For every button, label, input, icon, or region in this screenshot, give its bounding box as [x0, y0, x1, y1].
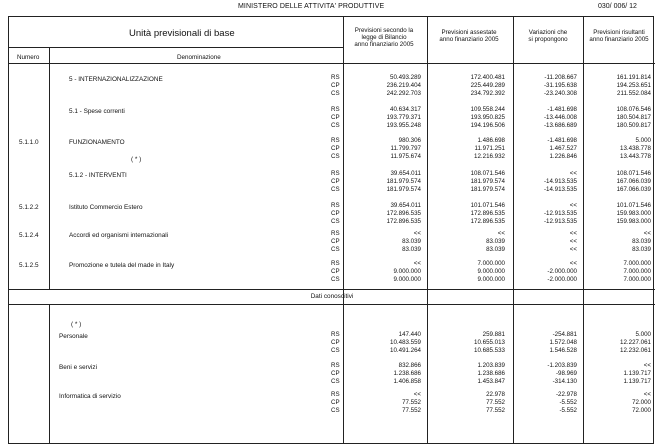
value-cell: 10.685.533 [474, 347, 505, 354]
value-cell: 5.000 [635, 331, 651, 338]
value-cell: 1.238.686 [477, 370, 505, 377]
value-cell: -1.481.698 [547, 106, 577, 113]
value-cell: -254.881 [552, 331, 577, 338]
value-cell: 193.955.248 [386, 122, 421, 129]
value-cell: 83.039 [632, 246, 651, 253]
value-cell: 11.971.251 [474, 145, 505, 152]
col-variazioni-header: Variazioni che si propongono [528, 29, 568, 43]
value-cell: -5.552 [559, 407, 577, 414]
value-cell: 1.226.846 [549, 153, 577, 160]
row-type-cs: CS [331, 153, 340, 160]
row-type-rs: RS [331, 362, 340, 369]
row-label: Promozione e tutela del made in Italy [69, 262, 175, 269]
row-code: 5.1.2.4 [19, 232, 39, 239]
value-cell: 9.000.000 [393, 276, 421, 283]
value-cell: << [569, 260, 577, 267]
header-title: MINISTERO DELLE ATTIVITA' PRODUTTIVE [238, 3, 385, 10]
row-type-cs: CS [331, 186, 340, 193]
value-cell: 12.227.061 [620, 339, 651, 346]
value-cell: << [413, 230, 421, 237]
value-cell: 242.292.703 [386, 90, 421, 97]
row-type-cs: CS [331, 90, 340, 97]
value-cell: 194.196.506 [470, 122, 505, 129]
col-numero-header: Numero [17, 54, 40, 61]
col-risultanti-header: Previsioni risultanti anno finanziario 2005 [589, 29, 649, 43]
value-cell: 12.216.932 [474, 153, 505, 160]
row-type-cs: CS [331, 407, 340, 414]
value-cell: 180.509.817 [616, 122, 651, 129]
value-cell: -314.130 [552, 378, 577, 385]
value-cell: << [569, 202, 577, 209]
value-cell: 7.000.000 [623, 260, 651, 267]
row-label: Accordi ed organismi internazionali [69, 232, 169, 239]
row-type-cp: CP [331, 114, 340, 121]
value-cell: 172.896.535 [386, 210, 421, 217]
divider [49, 304, 50, 444]
row-label: Beni e servizi [59, 364, 98, 371]
value-cell: 236.219.404 [386, 82, 421, 89]
value-cell: 172.896.535 [386, 218, 421, 225]
row-type-rs: RS [331, 260, 340, 267]
value-cell: << [569, 230, 577, 237]
value-cell: 7.000.000 [477, 260, 505, 267]
value-cell: -14.913.535 [543, 186, 577, 193]
row-type-cs: CS [331, 276, 340, 283]
value-cell: -12.913.535 [543, 218, 577, 225]
value-cell: 9.000.000 [477, 276, 505, 283]
row-type-cs: CS [331, 246, 340, 253]
row-type-cs: CS [331, 122, 340, 129]
value-cell: 1.139.717 [623, 378, 651, 385]
value-cell: 83.039 [486, 246, 505, 253]
budget-table [8, 16, 654, 444]
value-cell: 225.449.289 [470, 82, 505, 89]
row-type-cp: CP [331, 238, 340, 245]
value-cell: 11.975.674 [390, 153, 421, 160]
value-cell: 13.443.778 [620, 153, 651, 160]
value-cell: 1.139.717 [623, 370, 651, 377]
divider [9, 304, 655, 305]
value-cell: 1.467.527 [549, 145, 577, 152]
divider [9, 289, 655, 290]
value-cell: 72.000 [632, 407, 651, 414]
value-cell: 181.979.574 [386, 186, 421, 193]
value-cell: 234.792.392 [470, 90, 505, 97]
value-cell: 101.071.546 [616, 202, 651, 209]
row-type-rs: RS [331, 137, 340, 144]
value-cell: 9.000.000 [393, 268, 421, 275]
row-type-cp: CP [331, 210, 340, 217]
value-cell: 980.306 [398, 137, 421, 144]
row-label: Informatica di servizio [59, 393, 121, 400]
value-cell: 193.779.371 [386, 114, 421, 121]
value-cell: 172.896.535 [470, 218, 505, 225]
value-cell: 7.000.000 [623, 268, 651, 275]
value-cell: -13.686.689 [543, 122, 577, 129]
value-cell: << [643, 362, 651, 369]
value-cell: 39.654.011 [390, 170, 421, 177]
value-cell: 181.979.574 [470, 186, 505, 193]
row-type-cp: CP [331, 268, 340, 275]
value-cell: << [643, 391, 651, 398]
row-label: 5 - INTERNAZIONALIZZAZIONE [69, 76, 163, 83]
value-cell: 83.039 [486, 238, 505, 245]
value-cell: 11.799.797 [390, 145, 421, 152]
value-cell: -1.481.698 [547, 137, 577, 144]
value-cell: 1.572.048 [549, 339, 577, 346]
value-cell: 181.979.574 [470, 178, 505, 185]
value-cell: -1.203.839 [547, 362, 577, 369]
value-cell: 50.493.289 [390, 74, 421, 81]
value-cell: 167.066.039 [616, 178, 651, 185]
value-cell: << [569, 170, 577, 177]
row-type-rs: RS [331, 202, 340, 209]
row-type-cp: CP [331, 82, 340, 89]
value-cell: 832.866 [398, 362, 421, 369]
value-cell: 172.400.481 [470, 74, 505, 81]
row-type-cp: CP [331, 339, 340, 346]
value-cell: 109.558.244 [470, 106, 505, 113]
value-cell: 159.983.000 [616, 210, 651, 217]
row-type-rs: RS [331, 331, 340, 338]
value-cell: << [569, 246, 577, 253]
row-code: 5.1.1.0 [19, 139, 39, 146]
divider [9, 47, 343, 48]
value-cell: 1.406.858 [393, 378, 421, 385]
section-dati-conoscitivi: Dati conoscitivi [310, 293, 354, 300]
row-type-cs: CS [331, 218, 340, 225]
value-cell: 72.000 [632, 399, 651, 406]
value-cell: -23.240.308 [543, 90, 577, 97]
value-cell: 108.071.546 [616, 170, 651, 177]
value-cell: -13.446.008 [543, 114, 577, 121]
value-cell: -31.195.638 [543, 82, 577, 89]
value-cell: 77.552 [486, 407, 505, 414]
value-cell: 9.000.000 [477, 268, 505, 275]
value-cell: 77.552 [402, 407, 421, 414]
col-legge-bilancio-header: Previsioni secondo la legge di Bilancio anno finanziario 2005 [354, 27, 414, 48]
value-cell: 83.039 [402, 238, 421, 245]
value-cell: -5.552 [559, 399, 577, 406]
value-cell: 181.979.574 [386, 178, 421, 185]
value-cell: 77.552 [402, 399, 421, 406]
value-cell: 193.950.825 [470, 114, 505, 121]
value-cell: 10.483.559 [390, 339, 421, 346]
page-reference: 030/ 006/ 12 [598, 3, 637, 10]
value-cell: 101.071.546 [470, 202, 505, 209]
row-type-cs: CS [331, 378, 340, 385]
value-cell: 10.655.013 [474, 339, 505, 346]
row-type-rs: RS [331, 106, 340, 113]
value-cell: << [569, 238, 577, 245]
value-cell: 13.438.778 [620, 145, 651, 152]
value-cell: -2.000.000 [547, 276, 577, 283]
col-denominazione-header: Denominazione [177, 54, 221, 61]
row-type-cs: CS [331, 347, 340, 354]
value-cell: 180.504.817 [616, 114, 651, 121]
value-cell: 147.440 [398, 331, 421, 338]
row-label: FUNZIONAMENTO [69, 139, 125, 146]
value-cell: -98.969 [556, 370, 577, 377]
value-cell: -22.978 [556, 391, 577, 398]
value-cell: 12.232.061 [620, 347, 651, 354]
value-cell: 194.253.651 [616, 82, 651, 89]
value-cell: -11.208.667 [544, 74, 577, 81]
row-code: 5.1.2.5 [19, 262, 39, 269]
divider [9, 63, 655, 64]
row-type-cp: CP [331, 399, 340, 406]
row-type-cp: CP [331, 370, 340, 377]
col-assestate-header: Previsioni assestate anno finanziario 2005 [439, 29, 499, 43]
value-cell: << [643, 230, 651, 237]
value-cell: 7.000.000 [623, 276, 651, 283]
row-note: ( * ) [131, 156, 142, 163]
row-label: Personale [59, 333, 88, 340]
value-cell: 259.881 [482, 331, 505, 338]
row-label: Istituto Commercio Estero [69, 204, 143, 211]
value-cell: 161.191.814 [616, 74, 651, 81]
row-type-cp: CP [331, 178, 340, 185]
value-cell: << [413, 260, 421, 267]
value-cell: 83.039 [402, 246, 421, 253]
value-cell: 1.238.686 [393, 370, 421, 377]
value-cell: 10.491.264 [390, 347, 421, 354]
row-note: ( * ) [71, 321, 82, 328]
row-label: 5.1 - Spese correnti [69, 108, 125, 115]
value-cell: 22.978 [486, 391, 505, 398]
value-cell: << [497, 230, 505, 237]
divider [49, 47, 50, 289]
value-cell: 40.634.317 [390, 106, 421, 113]
value-cell: 108.071.546 [470, 170, 505, 177]
value-cell: 1.453.847 [477, 378, 505, 385]
value-cell: << [413, 391, 421, 398]
table-main-title: Unità previsionali di base [129, 28, 235, 39]
row-type-rs: RS [331, 74, 340, 81]
value-cell: 77.552 [486, 399, 505, 406]
value-cell: 1.546.528 [549, 347, 577, 354]
row-type-rs: RS [331, 170, 340, 177]
value-cell: 172.896.535 [470, 210, 505, 217]
value-cell: 5.000 [635, 137, 651, 144]
value-cell: -14.913.535 [543, 178, 577, 185]
value-cell: 211.552.084 [617, 90, 651, 97]
value-cell: 1.486.698 [477, 137, 505, 144]
value-cell: -2.000.000 [547, 268, 577, 275]
row-type-rs: RS [331, 230, 340, 237]
value-cell: 39.654.011 [390, 202, 421, 209]
value-cell: 167.066.039 [616, 186, 651, 193]
value-cell: 83.039 [632, 238, 651, 245]
value-cell: -12.913.535 [543, 210, 577, 217]
value-cell: 159.983.000 [616, 218, 651, 225]
row-type-rs: RS [331, 391, 340, 398]
row-label: 5.1.2 - INTERVENTI [69, 172, 127, 179]
value-cell: 1.203.839 [477, 362, 505, 369]
row-type-cp: CP [331, 145, 340, 152]
value-cell: 108.076.546 [616, 106, 651, 113]
row-code: 5.1.2.2 [19, 204, 39, 211]
